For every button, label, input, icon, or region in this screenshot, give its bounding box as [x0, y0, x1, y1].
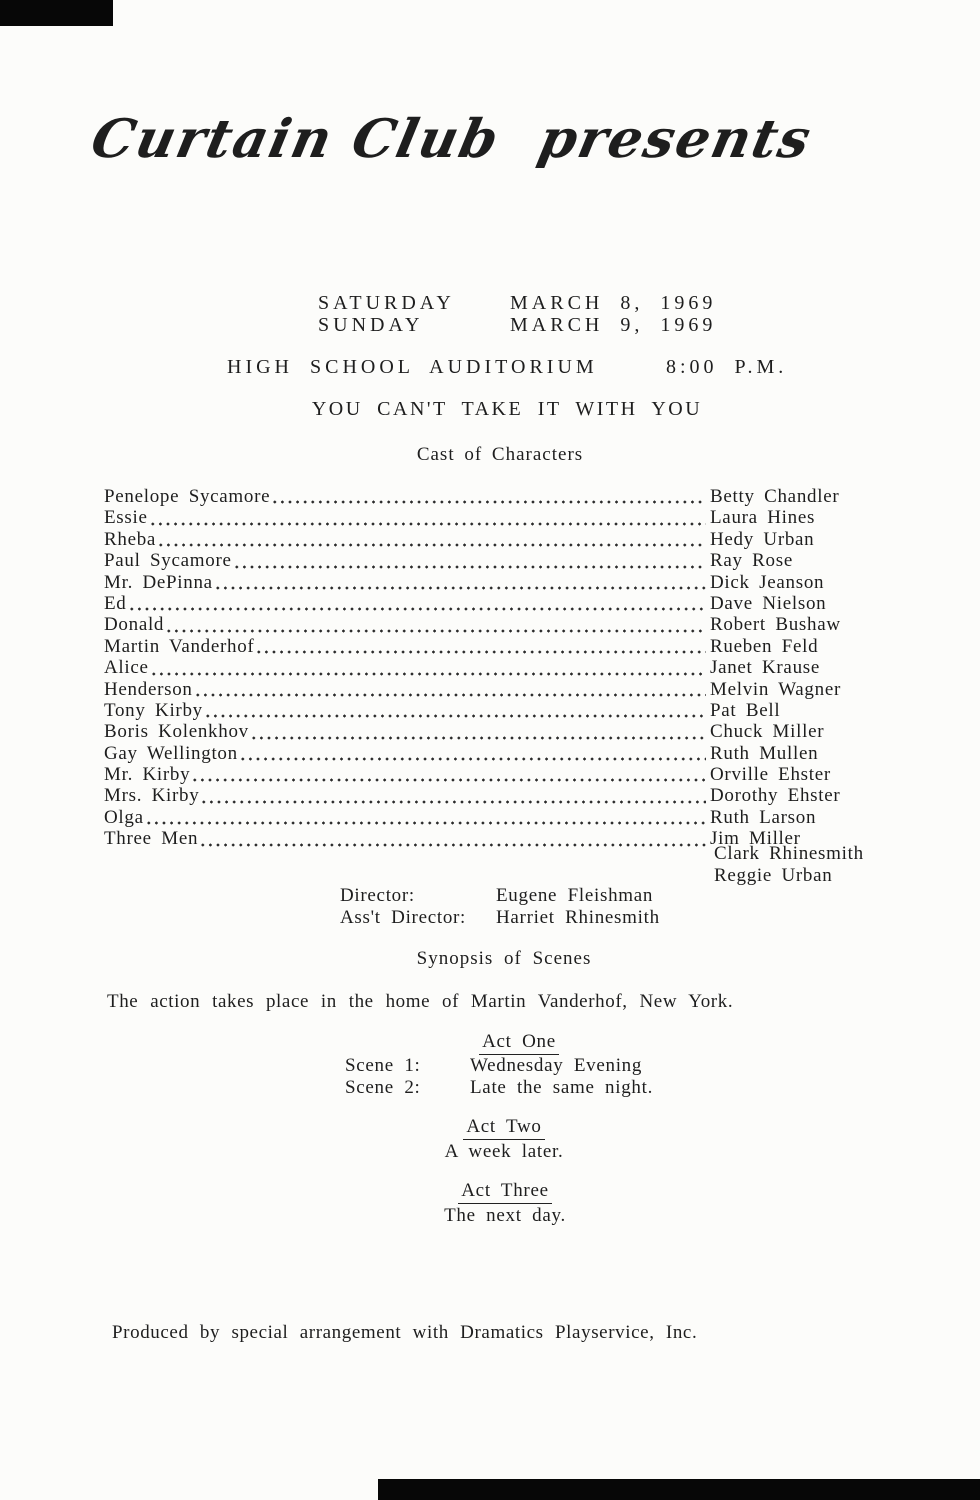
- dotted-leader: [149, 507, 706, 528]
- credit-role: Director:: [340, 885, 415, 906]
- actor-name: Dorothy Ehster: [710, 785, 841, 807]
- three-men-extra-actors: [714, 843, 864, 886]
- actor-name: Clark Rhinesmith: [714, 843, 864, 864]
- character-name: Paul Sycamore: [104, 550, 232, 572]
- character-name: Mr. DePinna: [104, 571, 213, 593]
- scene-rows: [29, 1055, 980, 1099]
- scan-artifact-bottom: [378, 1479, 980, 1500]
- cast-row: [104, 636, 890, 657]
- credit-row: [340, 907, 660, 929]
- actor-name: Dave Nielson: [710, 592, 827, 614]
- producer-credit: Produced by special arrangement with Dramatics Playservice, Inc.: [112, 1322, 698, 1343]
- scene-desc: Wednesday Evening: [470, 1055, 643, 1076]
- show-title: YOU CAN'T TAKE IT WITH YOU: [311, 398, 703, 420]
- cast-row: [104, 679, 890, 700]
- dotted-leader: [200, 785, 706, 806]
- character-name: Donald: [104, 614, 165, 636]
- cast-row: [104, 807, 890, 828]
- show-time: 8:00 P.M.: [666, 356, 788, 378]
- act-three-line: The next day.: [444, 1205, 566, 1226]
- actor-name: Janet Krause: [710, 657, 820, 679]
- character-name: Tony Kirby: [104, 699, 203, 721]
- dotted-leader: [233, 550, 706, 571]
- dotted-leader: [194, 679, 706, 700]
- cast-row: [104, 721, 890, 742]
- act-two-block: [14, 1116, 980, 1163]
- actor-name: Betty Chandler: [710, 486, 840, 507]
- act-one-title: Act One: [479, 1031, 559, 1055]
- credit-name: Harriet Rhinesmith: [496, 906, 660, 928]
- scene-desc: Late the same night.: [470, 1076, 654, 1098]
- dotted-leader: [255, 636, 706, 657]
- actor-name: Melvin Wagner: [710, 678, 841, 700]
- dotted-leader: [239, 743, 706, 764]
- cast-row: [104, 529, 890, 550]
- cast-row: [104, 764, 890, 785]
- cast-list: [104, 486, 890, 850]
- dotted-leader: [214, 572, 706, 593]
- character-name: Essie: [104, 507, 148, 529]
- dotted-leader: [271, 486, 706, 507]
- performance-dates: [318, 292, 716, 336]
- character-name: Gay Wellington: [104, 742, 238, 764]
- cast-row: [104, 572, 890, 593]
- actor-name: Dick Jeanson: [710, 571, 825, 593]
- venue-name: HIGH SCHOOL AUDITORIUM: [227, 356, 598, 378]
- act-three-title: Act Three: [458, 1180, 551, 1204]
- date-row: [318, 292, 716, 314]
- actor-name: Ray Rose: [710, 550, 793, 572]
- synopsis-heading: Synopsis of Scenes: [416, 948, 592, 969]
- credits-block: [340, 885, 660, 928]
- character-name: Olga: [104, 806, 144, 828]
- venue-line: [0, 356, 980, 380]
- act-three-block: [15, 1180, 980, 1227]
- actor-name: Ruth Larson: [710, 806, 817, 828]
- actor-name: Orville Ehster: [710, 764, 831, 786]
- character-name: Alice: [104, 657, 149, 679]
- cast-row: [104, 657, 890, 678]
- cast-row: [104, 486, 890, 507]
- character-name: Mr. Kirby: [104, 764, 191, 786]
- character-name: Henderson: [104, 678, 193, 700]
- cast-row: [104, 593, 890, 614]
- dotted-leader: [199, 828, 706, 849]
- cast-row: [104, 507, 890, 528]
- actor-name: Ruth Mullen: [710, 742, 819, 764]
- actor-name: Robert Bushaw: [710, 614, 841, 636]
- actor-name: Chuck Miller: [710, 721, 825, 743]
- credit-role: Ass't Director:: [340, 906, 467, 928]
- dotted-leader: [204, 700, 706, 721]
- cast-row: [104, 743, 890, 764]
- act-two-title: Act Two: [463, 1116, 544, 1140]
- scene-row: [29, 1055, 980, 1077]
- actor-name: Pat Bell: [710, 699, 781, 721]
- credit-row: [340, 885, 660, 907]
- act-two-line: A week later.: [444, 1141, 564, 1162]
- dotted-leader: [191, 764, 706, 785]
- dotted-leader: [250, 721, 706, 742]
- actor-name: Hedy Urban: [710, 528, 815, 550]
- date-row: [318, 314, 716, 336]
- character-name: Three Men: [104, 828, 199, 850]
- cast-row: [104, 700, 890, 721]
- synopsis-text: The action takes place in the home of Martin Vanderhof, New York.: [107, 991, 734, 1012]
- cast-heading: Cast of Characters: [416, 444, 584, 465]
- date-day: SATURDAY: [318, 292, 455, 314]
- date-value: MARCH 9, 1969: [510, 314, 717, 336]
- dotted-leader: [165, 614, 706, 635]
- act-one-block: [29, 1031, 980, 1099]
- character-name: Ed: [104, 592, 127, 614]
- character-name: Rheba: [104, 528, 157, 550]
- character-name: Mrs. Kirby: [104, 785, 200, 807]
- act-title-wrap: [15, 1180, 980, 1204]
- scene-label: Scene 1:: [345, 1055, 421, 1076]
- date-day: SUNDAY: [318, 314, 424, 336]
- cast-row: [104, 614, 890, 635]
- cast-row: [104, 550, 890, 571]
- scene-label: Scene 2:: [345, 1076, 421, 1098]
- character-name: Martin Vanderhof: [104, 635, 255, 657]
- credit-name: Eugene Fleishman: [496, 885, 654, 906]
- club-masthead: Curtain Club presents: [86, 108, 818, 170]
- character-name: Penelope Sycamore: [104, 486, 271, 507]
- date-value: MARCH 8, 1969: [510, 292, 717, 314]
- character-name: Boris Kolenkhov: [104, 721, 249, 743]
- act-title-wrap: [14, 1116, 980, 1140]
- actor-name: Reggie Urban: [714, 864, 833, 886]
- cast-row: [104, 785, 890, 806]
- dotted-leader: [128, 593, 706, 614]
- actor-name: Jim Miller: [710, 828, 801, 850]
- dotted-leader: [150, 657, 706, 678]
- scan-artifact-top-left: [0, 0, 113, 26]
- dotted-leader: [157, 529, 706, 550]
- act-title-wrap: [29, 1031, 980, 1055]
- dotted-leader: [145, 807, 706, 828]
- actor-name: Rueben Feld: [710, 635, 819, 657]
- scene-row: [29, 1077, 980, 1099]
- actor-name: Laura Hines: [710, 507, 816, 529]
